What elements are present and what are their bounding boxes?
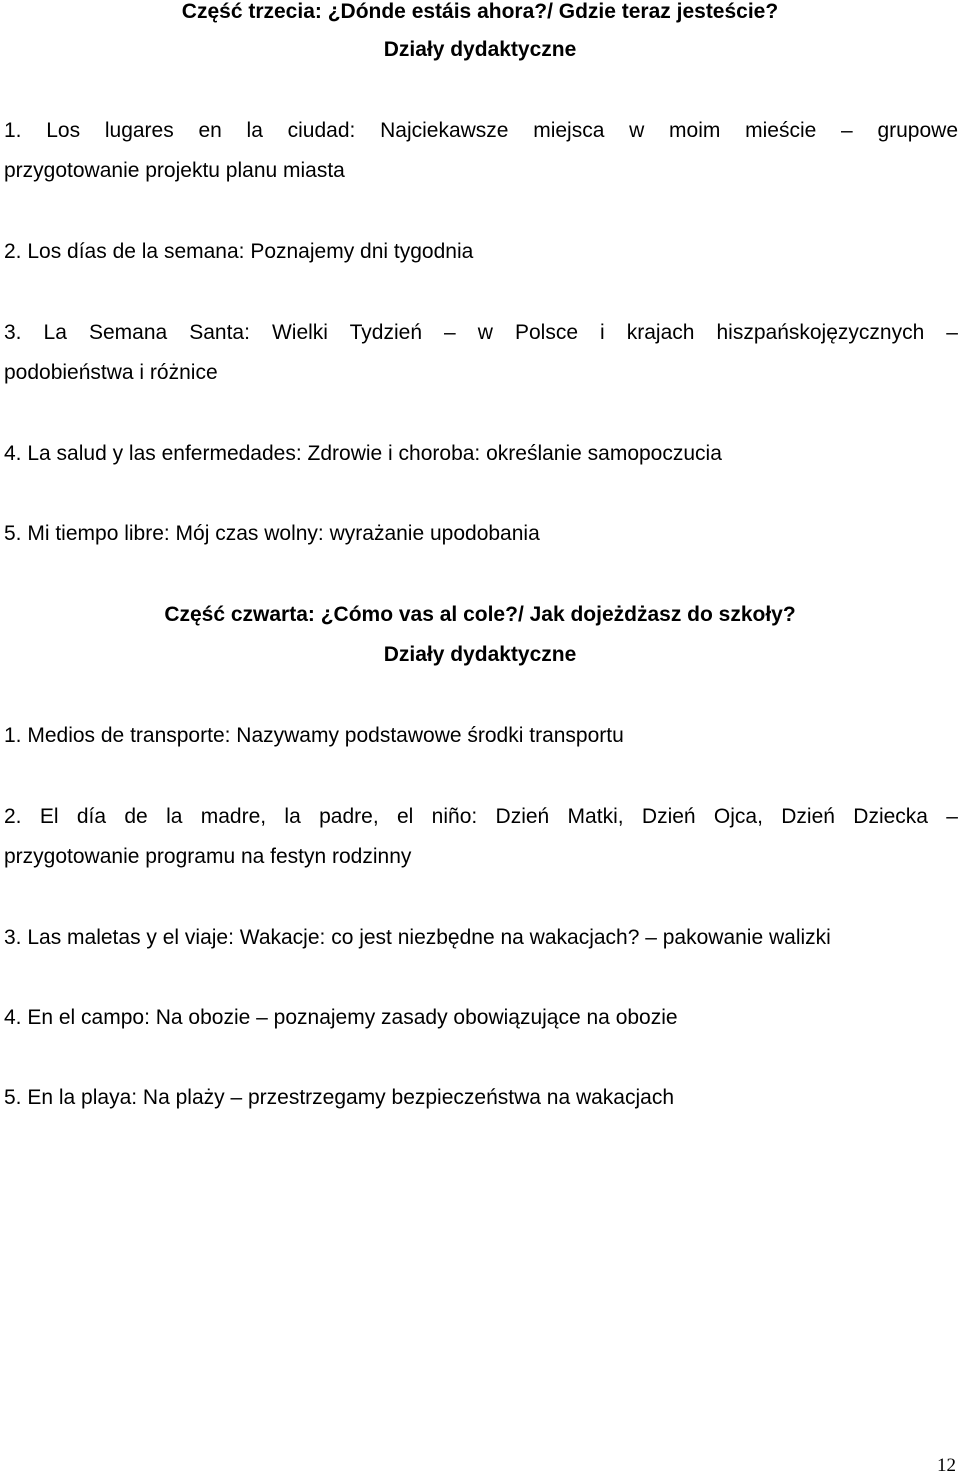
section-4-item-2-line-1: 2. El día de la madre, la padre, el niño: Dzień Matki, Dzień Ojca, Dzień Dziecka –	[4, 805, 958, 828]
section-4-item-4: 4. En el campo: Na obozie – poznajemy zasady obowiązujące na obozie	[4, 1006, 678, 1029]
section-3-subtitle: Działy dydaktyczne	[383, 38, 577, 61]
section-3-item-1-line-1: 1. Los lugares en la ciudad: Najciekawsze miejsca w moim mieście – grupowe	[4, 119, 958, 142]
section-3-item-3-line-1: 3. La Semana Santa: Wielki Tydzień – w Polsce i krajach hiszpańskojęzycznych –	[4, 321, 958, 344]
section-3-title: Część trzecia: ¿Dónde estáis ahora?/ Gdzie teraz jesteście?	[181, 0, 779, 23]
section-4-subtitle: Działy dydaktyczne	[383, 643, 577, 666]
section-4-item-3: 3. Las maletas y el viaje: Wakacje: co jest niezbędne na wakacjach? – pakowanie walizki	[4, 926, 831, 949]
section-3-item-1-line-2: przygotowanie projektu planu miasta	[4, 159, 345, 182]
section-4-item-5: 5. En la playa: Na plaży – przestrzegamy bezpieczeństwa na wakacjach	[4, 1086, 675, 1109]
section-4-item-2-line-2: przygotowanie programu na festyn rodzinny	[4, 845, 412, 868]
section-4-item-1: 1. Medios de transporte: Nazywamy podstawowe środki transportu	[4, 724, 624, 747]
section-3-item-4: 4. La salud y las enfermedades: Zdrowie i choroba: określanie samopoczucia	[4, 442, 722, 465]
section-3-item-2: 2. Los días de la semana: Poznajemy dni tygodnia	[4, 240, 474, 263]
section-3-item-5: 5. Mi tiempo libre: Mój czas wolny: wyrażanie upodobania	[4, 522, 540, 545]
section-3-item-3-line-2: podobieństwa i różnice	[4, 361, 218, 384]
page-number: 12	[937, 1455, 956, 1476]
section-4-title: Część czwarta: ¿Cómo vas al cole?/ Jak dojeżdżasz do szkoły?	[164, 603, 796, 626]
